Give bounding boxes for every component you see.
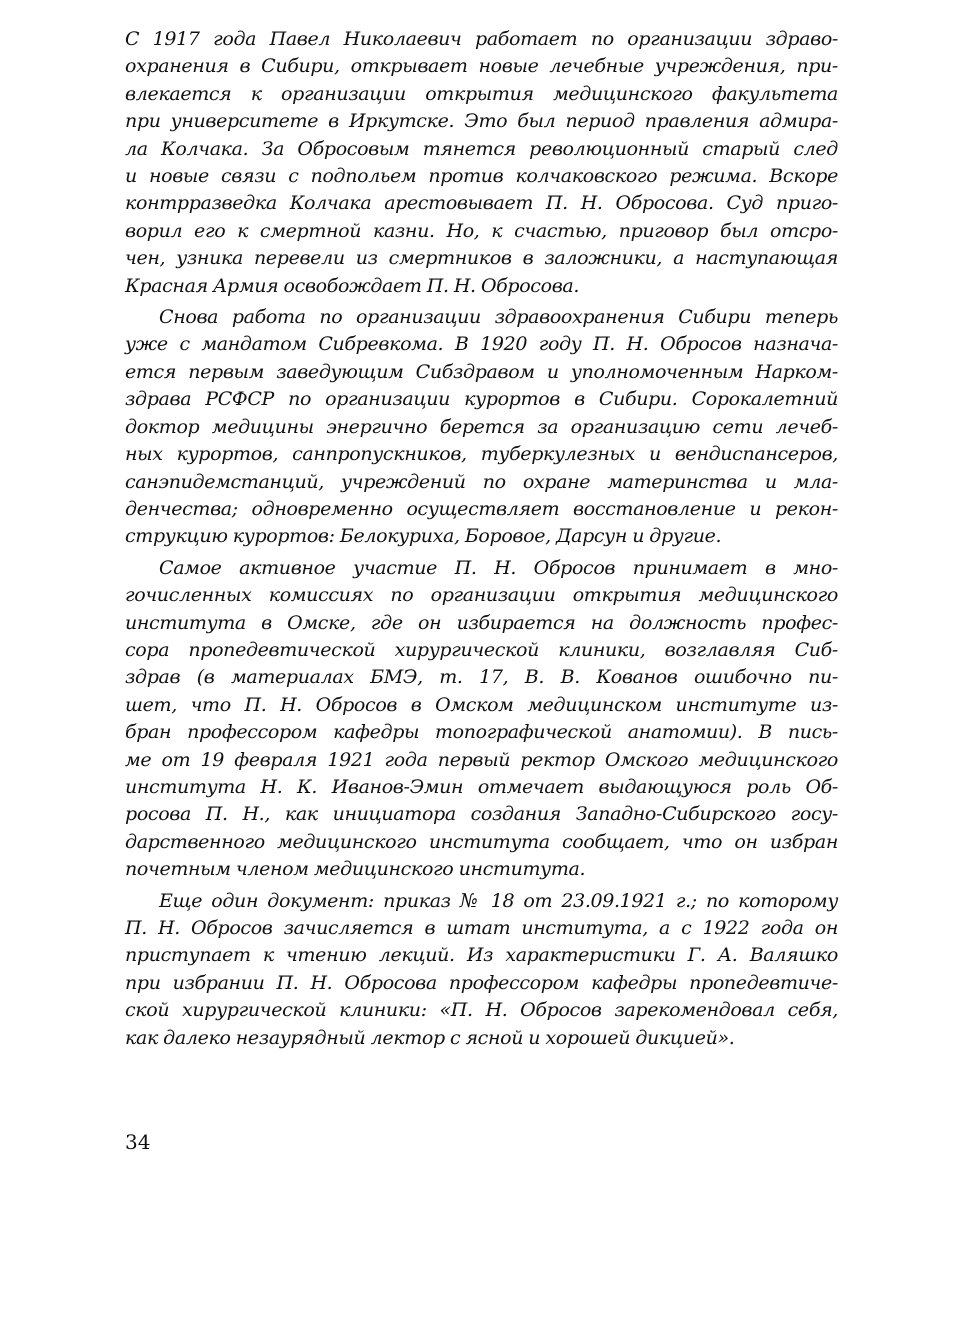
body-text xyxy=(125,26,838,1056)
paragraph-2 xyxy=(125,304,838,551)
text-line: Красная Армия освобождает П. Н. Обросова. xyxy=(125,274,580,297)
text-line: ворил его к смертной казни. Но, к счастью, приговор был отсро- xyxy=(125,219,838,242)
text-line: Снова работа по организации здравоохранения Сибири теперь xyxy=(159,306,838,329)
text-line: Самое активное участие П. Н. Обросов принимает в мно- xyxy=(159,556,838,579)
text-line: приступает к чтению лекций. Из характеристики Г. А. Валяшко xyxy=(125,944,838,967)
paragraph-1 xyxy=(125,26,838,300)
text-line: уже с мандатом Сибревкома. В 1920 году П. Н. Обросов назнача- xyxy=(125,333,838,356)
text-line: бран профессором кафедры топографической анатомии). В пись- xyxy=(125,721,838,744)
text-line: при университете в Иркутске. Это был период правления адмира- xyxy=(125,110,838,133)
text-line: С 1917 года Павел Николаевич работает по организации здраво- xyxy=(125,28,838,50)
text-line: института в Омске, где он избирается на должность профес- xyxy=(125,611,838,634)
text-line: почетным членом медицинского института. xyxy=(125,858,586,881)
paragraph-3 xyxy=(125,555,838,884)
text-line: как далеко незаурядный лектор с ясной и хорошей дикцией». xyxy=(125,1026,735,1049)
page-number: 34 xyxy=(125,1130,151,1154)
text-line: П. Н. Обросов зачисляется в штат института, а с 1922 года он xyxy=(125,917,838,939)
text-line: денчества; одновременно осуществляет восстановление и рекон- xyxy=(125,497,838,520)
text-line: влекается к организации открытия медицинского факультета xyxy=(125,82,838,105)
text-line: сора пропедевтической хирургической клиники, возглавляя Сиб- xyxy=(125,638,838,661)
text-line: ла Колчака. За Обросовым тянется революционный старый след xyxy=(125,137,838,160)
text-line: Еще один документ: приказ № 18 от 23.09.1921 г.; по которому xyxy=(159,889,838,912)
text-line: доктор медицины энергично берется за организацию сети лечеб- xyxy=(125,415,838,438)
text-line: ской хирургической клиники: «П. Н. Обросов зарекомендовал себя, xyxy=(125,999,838,1022)
paragraph-4 xyxy=(125,888,838,1052)
text-line: института Н. К. Иванов-Эмин отмечает выдающуюся роль Об- xyxy=(125,775,838,798)
text-line: чен, узника перевели из смертников в заложники, а наступающая xyxy=(125,247,838,270)
text-line: росова П. Н., как инициатора создания Западно-Сибирского госу- xyxy=(125,803,838,826)
text-line: и новые связи с подпольем против колчаковского режима. Вскоре xyxy=(125,165,838,188)
text-line: при избрании П. Н. Обросова профессором кафедры пропедевтиче- xyxy=(125,971,838,994)
text-line: здрава РСФСР по организации курортов в Сибири. Сорокалетний xyxy=(125,388,838,411)
text-line: гочисленных комиссиях по организации открытия медицинского xyxy=(125,584,838,607)
text-line: охранения в Сибири, открывает новые лечебные учреждения, при- xyxy=(125,55,838,78)
text-line: ме от 19 февраля 1921 года первый ректор Омского медицинского xyxy=(125,748,838,771)
text-line: санэпидемстанций, учреждений по охране материнства и мла- xyxy=(125,470,838,493)
text-line: шет, что П. Н. Обросов в Омском медицинском институте из- xyxy=(125,693,838,716)
text-line: контрразведка Колчака арестовывает П. Н. Обросова. Суд приго- xyxy=(125,192,838,215)
text-line: дарственного медицинского института сообщает, что он избран xyxy=(125,830,838,853)
text-line: струкцию курортов: Белокуриха, Боровое, Дарсун и другие. xyxy=(125,525,722,548)
text-line: ется первым заведующим Сибздравом и уполномоченным Нарком- xyxy=(125,360,838,383)
text-line: здрав (в материалах БМЭ, т. 17, В. В. Кованов ошибочно пи- xyxy=(125,666,838,689)
text-line: ных курортов, санпропускников, туберкулезных и вендиспансеров, xyxy=(125,443,838,466)
